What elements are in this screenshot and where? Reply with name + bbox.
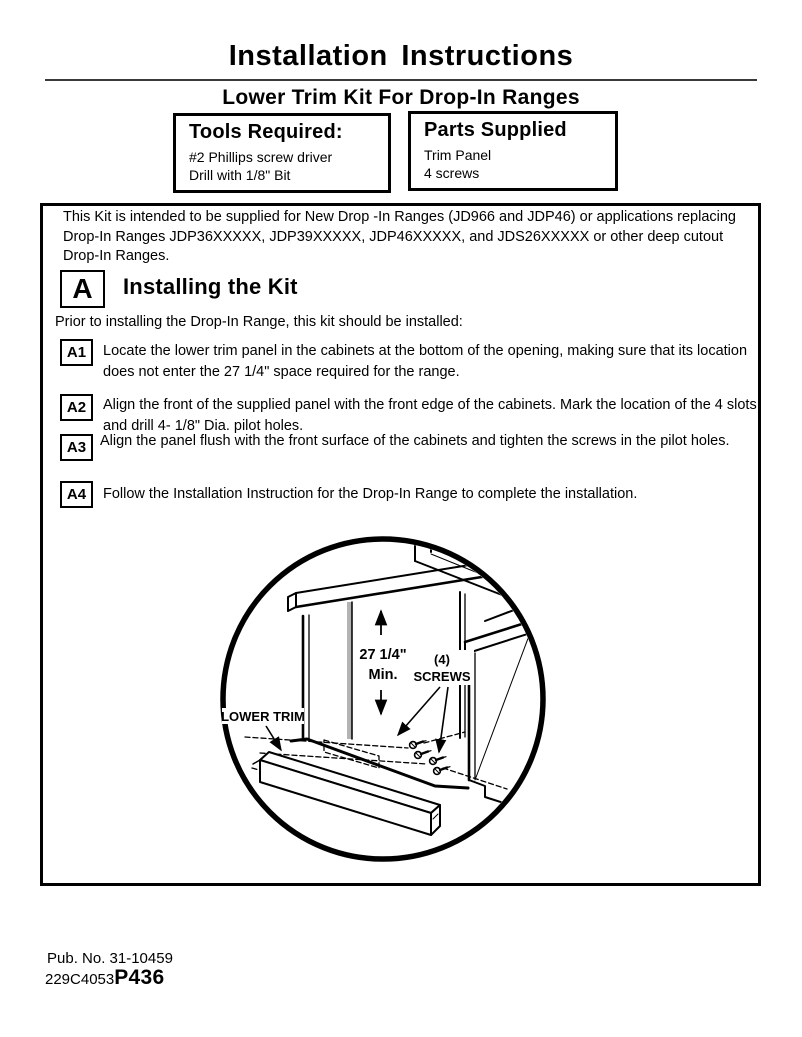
step-a1-text: Locate the lower trim panel in the cabinets at the bottom of the opening, making sure that its location does not enter the 27 1/4" space required for the range. (103, 343, 748, 380)
dimension-label-value: 27 1/4" (359, 647, 407, 663)
page-subtitle: Lower Trim Kit For Drop-In Ranges (222, 86, 580, 109)
tools-required-box (173, 113, 391, 193)
title-divider (45, 79, 757, 81)
step-a1-label: A1 (60, 339, 93, 366)
step-a3-label: A3 (60, 434, 93, 461)
step-a3-text: Align the panel flush with the front surface of the cabinets and tighten the screws in the pilot holes. (100, 433, 730, 449)
page-title: Installation Instructions (228, 40, 574, 72)
section-a-intro: Prior to installing the Drop-In Range, this kit should be installed: (55, 314, 463, 330)
kit-intro-paragraph: This Kit is intended to be supplied for New Drop -In Ranges (JD966 and JDP46) or applications replacing Drop-In Ranges JDP36XXXXX, JDP39XXXXX, JDP46XXXXX, and JDS26XXXXX or other deep cutout Drop-In Ranges. (63, 209, 736, 264)
section-a-title: Installing the Kit (123, 274, 298, 299)
lower-trim-label: LOWER TRIM (221, 709, 305, 724)
part-code: P436 (114, 966, 165, 989)
part-number-line (45, 966, 164, 990)
installation-diagram (172, 523, 592, 873)
publication-number: Pub. No. 31-10459 (47, 950, 173, 967)
parts-supplied-heading: Parts Supplied (424, 119, 567, 141)
parts-supplied-box (408, 111, 618, 191)
part-number: 229C4053 (45, 971, 115, 988)
step-a2-text: Align the front of the supplied panel with the front edge of the cabinets. Mark the location of the 4 slots and drill 4- 1/8" Dia. pilot holes. (103, 397, 757, 434)
step-a4-label: A4 (60, 481, 93, 508)
screws-qty-label: (4) (434, 652, 450, 667)
counter-end-cap (288, 593, 296, 611)
step-a2-label: A2 (60, 394, 93, 421)
step-a4-text: Follow the Installation Instruction for the Drop-In Range to complete the installation. (103, 486, 638, 502)
tools-item: #2 Phillips screw driver (189, 149, 333, 165)
tools-required-heading: Tools Required: (189, 121, 343, 143)
parts-item: Trim Panel (424, 147, 492, 163)
dimension-label-min: Min. (368, 667, 398, 683)
screws-word-label: SCREWS (413, 669, 471, 684)
parts-item: 4 screws (424, 165, 480, 181)
section-a-letter-box: A (60, 270, 105, 308)
tools-item: Drill with 1/8" Bit (189, 167, 291, 183)
